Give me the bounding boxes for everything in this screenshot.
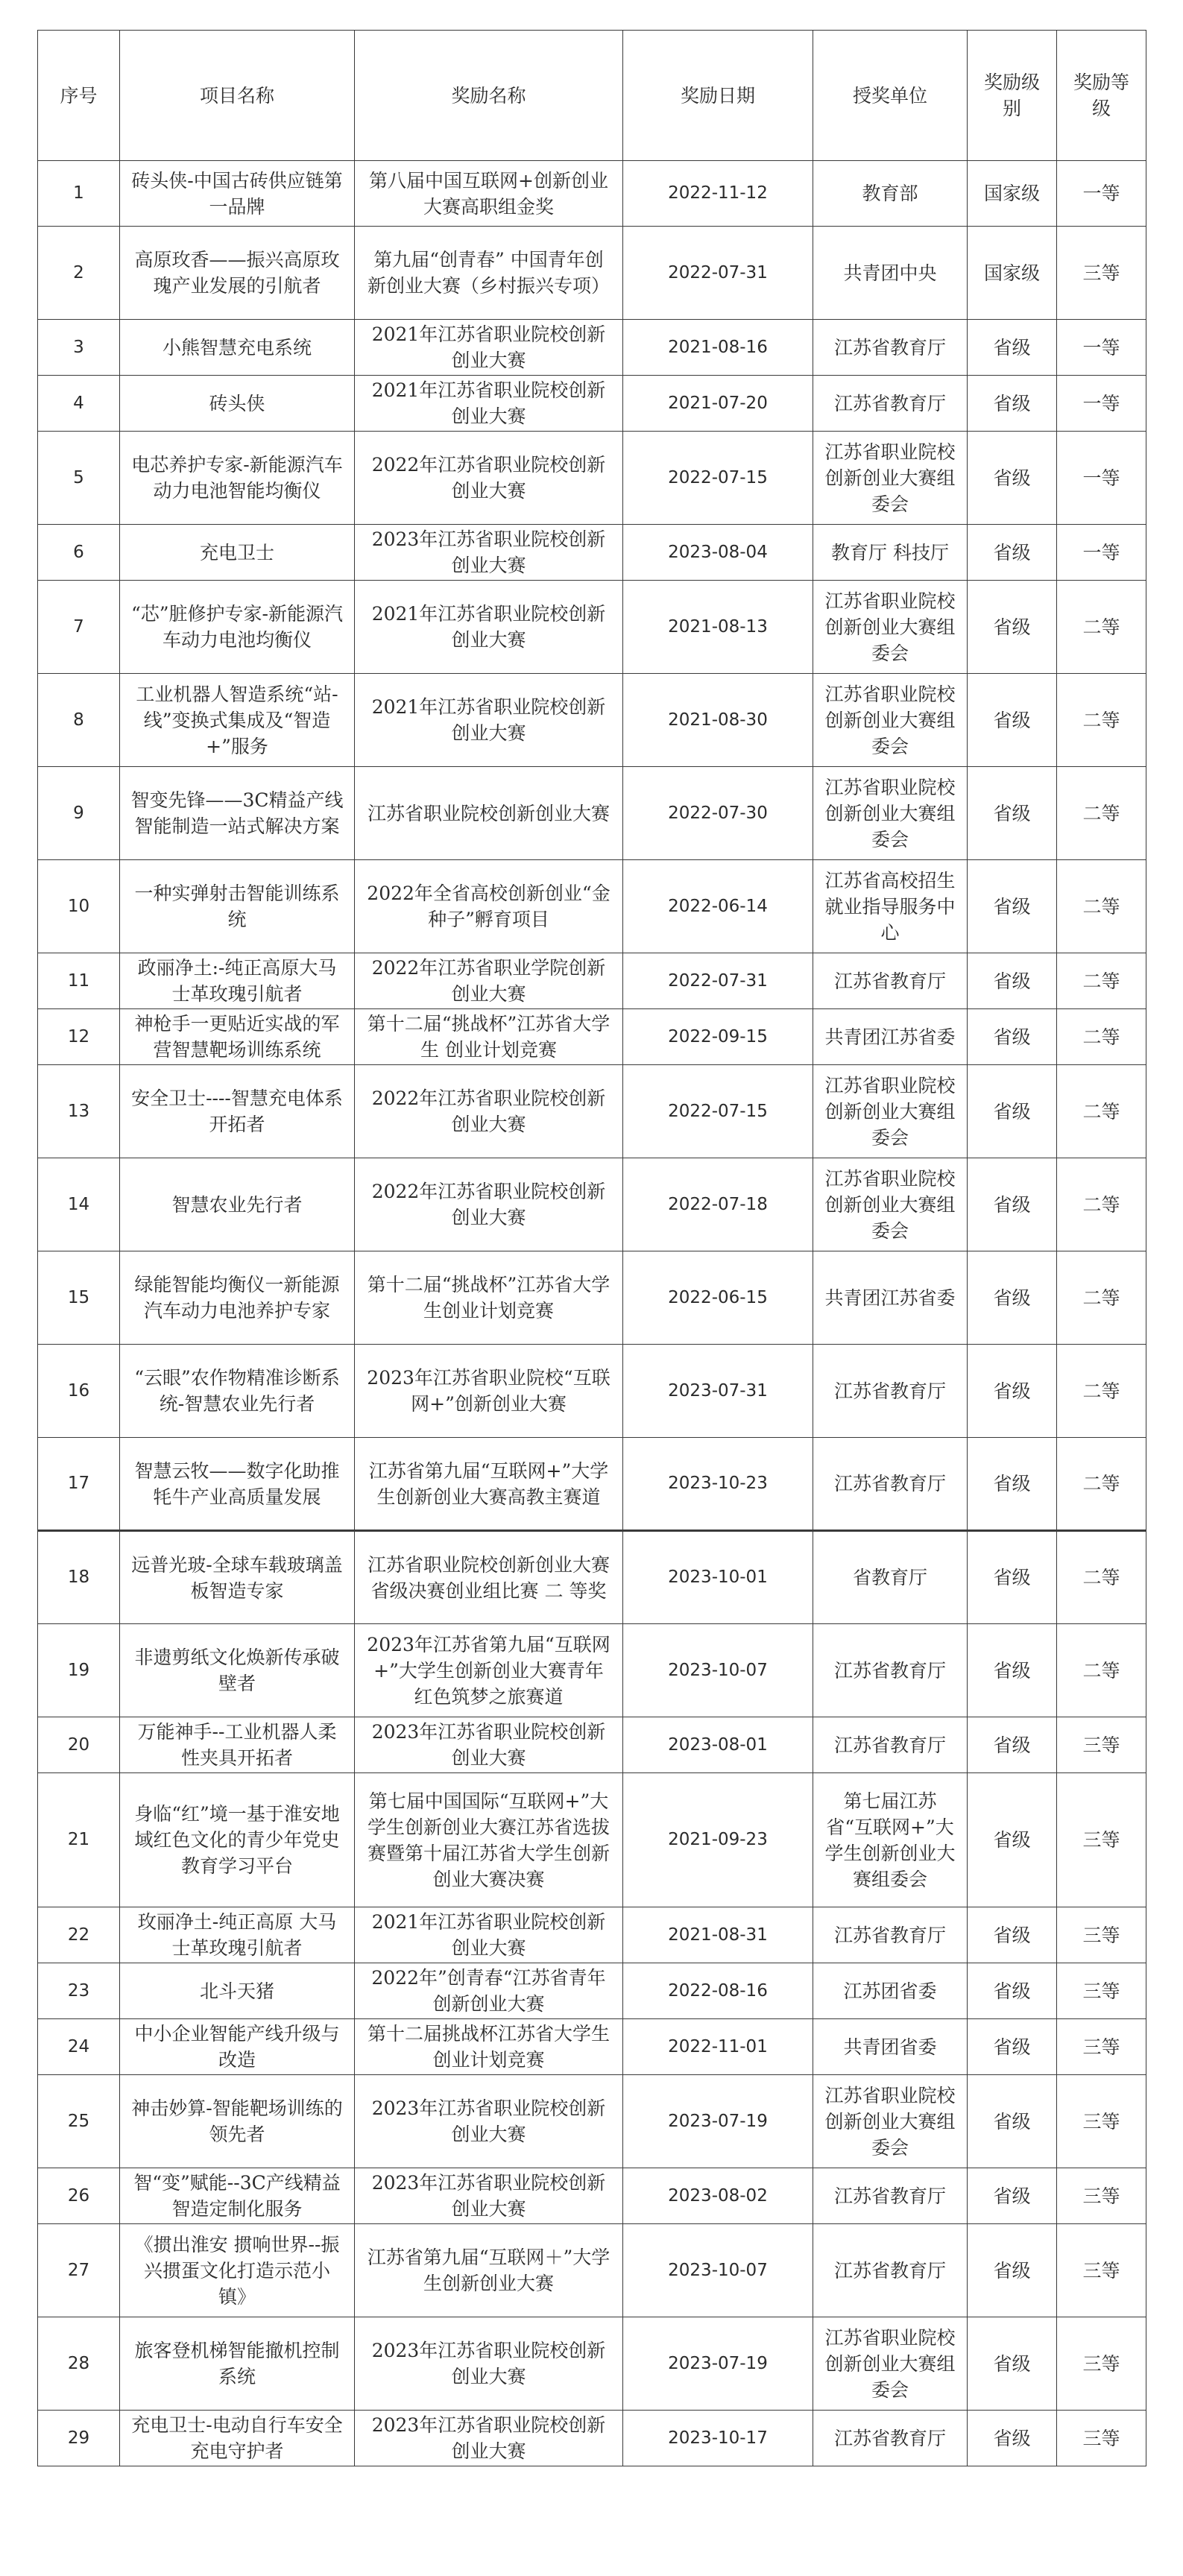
cell-index: 10	[38, 860, 120, 953]
cell-project-name: 中小企业智能产线升级与改造	[120, 2019, 355, 2075]
cell-awarding-unit: 教育部	[813, 161, 968, 227]
cell-award-name: 江苏省职业院校创新创业大赛	[355, 767, 623, 860]
cell-award-grade: 一等	[1057, 320, 1146, 376]
cell-project-name: 砖头侠	[120, 376, 355, 432]
cell-award-grade: 三等	[1057, 2168, 1146, 2224]
cell-award-name: 2023年江苏省职业院校创新创业大赛	[355, 2168, 623, 2224]
cell-award-date: 2023-08-04	[623, 525, 813, 581]
header-award-name: 奖励名称	[355, 31, 623, 161]
cell-project-name: 工业机器人智造系统“站-线”变换式集成及“智造+”服务	[120, 674, 355, 767]
table-row	[38, 376, 1146, 432]
cell-index: 15	[38, 1251, 120, 1345]
cell-award-date: 2022-07-15	[623, 1065, 813, 1158]
cell-awarding-unit: 江苏省教育厅	[813, 2411, 968, 2466]
cell-award-grade: 二等	[1057, 1009, 1146, 1065]
cell-awarding-unit: 江苏省职业院校创新创业大赛组委会	[813, 674, 968, 767]
cell-award-date: 2021-07-20	[623, 376, 813, 432]
cell-awarding-unit: 共青团江苏省委	[813, 1251, 968, 1345]
cell-award-level: 省级	[968, 432, 1057, 525]
cell-award-date: 2022-07-31	[623, 227, 813, 320]
cell-index: 4	[38, 376, 120, 432]
cell-awarding-unit: 江苏省教育厅	[813, 1907, 968, 1963]
cell-award-grade: 二等	[1057, 1624, 1146, 1717]
cell-award-date: 2023-08-01	[623, 1717, 813, 1773]
table-row	[38, 1717, 1146, 1773]
cell-award-name: 2021年江苏省职业院校创新创业大赛	[355, 1907, 623, 1963]
table-row	[38, 1438, 1146, 1531]
cell-award-level: 省级	[968, 1009, 1057, 1065]
table-row	[38, 2019, 1146, 2075]
cell-project-name: 一种实弹射击智能训练系统	[120, 860, 355, 953]
cell-awarding-unit: 共青团江苏省委	[813, 1009, 968, 1065]
awards-table	[37, 30, 1146, 2466]
table-row	[38, 860, 1146, 953]
cell-award-date: 2022-11-12	[623, 161, 813, 227]
table-row	[38, 2317, 1146, 2411]
cell-award-grade: 二等	[1057, 581, 1146, 674]
table-row	[38, 1251, 1146, 1345]
cell-award-name: 江苏省第九届“互联网+”大学生创新创业大赛高教主赛道	[355, 1438, 623, 1531]
cell-award-grade: 二等	[1057, 1345, 1146, 1438]
cell-index: 17	[38, 1438, 120, 1531]
cell-project-name: 智变先锋——3C精益产线智能制造一站式解决方案	[120, 767, 355, 860]
cell-project-name: 安全卫士----智慧充电体系开拓者	[120, 1065, 355, 1158]
cell-awarding-unit: 江苏省职业院校创新创业大赛组委会	[813, 581, 968, 674]
table-row	[38, 1531, 1146, 1624]
cell-project-name: 智“变”赋能--3C产线精益智造定制化服务	[120, 2168, 355, 2224]
table-row	[38, 581, 1146, 674]
cell-award-grade: 二等	[1057, 860, 1146, 953]
cell-awarding-unit: 江苏省教育厅	[813, 1345, 968, 1438]
cell-award-name: 江苏省第九届“互联网＋”大学生创新创业大赛	[355, 2224, 623, 2317]
cell-awarding-unit: 江苏省教育厅	[813, 953, 968, 1009]
cell-award-date: 2022-06-14	[623, 860, 813, 953]
cell-awarding-unit: 江苏省教育厅	[813, 1624, 968, 1717]
cell-index: 16	[38, 1345, 120, 1438]
cell-project-name: 《掼出淮安 掼响世界--振兴掼蛋文化打造示范小镇》	[120, 2224, 355, 2317]
table-row	[38, 525, 1146, 581]
cell-award-grade: 三等	[1057, 1907, 1146, 1963]
cell-awarding-unit: 教育厅 科技厅	[813, 525, 968, 581]
cell-award-level: 国家级	[968, 227, 1057, 320]
table-row	[38, 1158, 1146, 1251]
header-awarding-unit: 授奖单位	[813, 31, 968, 161]
cell-award-date: 2022-08-16	[623, 1963, 813, 2019]
cell-awarding-unit: 江苏省教育厅	[813, 376, 968, 432]
cell-index: 2	[38, 227, 120, 320]
cell-award-date: 2022-07-30	[623, 767, 813, 860]
cell-award-date: 2023-07-31	[623, 1345, 813, 1438]
cell-award-date: 2023-10-01	[623, 1531, 813, 1624]
cell-award-grade: 三等	[1057, 227, 1146, 320]
cell-award-name: 2022年全省高校创新创业“金种子”孵育项目	[355, 860, 623, 953]
cell-award-level: 省级	[968, 2168, 1057, 2224]
cell-project-name: 北斗天猪	[120, 1963, 355, 2019]
cell-award-level: 省级	[968, 1963, 1057, 2019]
cell-index: 27	[38, 2224, 120, 2317]
header-award-date: 奖励日期	[623, 31, 813, 161]
cell-award-date: 2021-08-31	[623, 1907, 813, 1963]
cell-award-level: 省级	[968, 1907, 1057, 1963]
cell-project-name: 电芯养护专家-新能源汽车动力电池智能均衡仪	[120, 432, 355, 525]
cell-award-name: 2023年江苏省职业院校创新创业大赛	[355, 1717, 623, 1773]
cell-award-grade: 二等	[1057, 767, 1146, 860]
cell-award-grade: 三等	[1057, 1717, 1146, 1773]
cell-awarding-unit: 江苏省教育厅	[813, 1717, 968, 1773]
cell-project-name: “芯”脏修护专家-新能源汽车动力电池均衡仪	[120, 581, 355, 674]
table-header-row	[38, 31, 1146, 161]
cell-awarding-unit: 江苏省高校招生就业指导服务中心	[813, 860, 968, 953]
cell-award-name: 第九届“创青春” 中国青年创新创业大赛（乡村振兴专项）	[355, 227, 623, 320]
cell-award-name: 江苏省职业院校创新创业大赛省级决赛创业组比赛 二 等奖	[355, 1531, 623, 1624]
cell-award-grade: 三等	[1057, 2411, 1146, 2466]
cell-awarding-unit: 江苏省职业院校创新创业大赛组委会	[813, 2075, 968, 2168]
cell-project-name: “云眼”农作物精准诊断系统-智慧农业先行者	[120, 1345, 355, 1438]
cell-award-name: 第七届中国国际“互联网+”大学生创新创业大赛江苏省选拔赛暨第十届江苏省大学生创新创业大赛决赛	[355, 1773, 623, 1907]
cell-award-grade: 二等	[1057, 674, 1146, 767]
cell-award-level: 省级	[968, 953, 1057, 1009]
cell-index: 9	[38, 767, 120, 860]
cell-award-grade: 二等	[1057, 953, 1146, 1009]
cell-project-name: 高原玫香——振兴高原玫瑰产业发展的引航者	[120, 227, 355, 320]
cell-project-name: 旅客登机梯智能撤机控制系统	[120, 2317, 355, 2411]
cell-award-grade: 三等	[1057, 1773, 1146, 1907]
table-row	[38, 1773, 1146, 1907]
table-row	[38, 227, 1146, 320]
cell-award-name: 2023年江苏省职业院校创新创业大赛	[355, 2317, 623, 2411]
cell-award-date: 2021-08-16	[623, 320, 813, 376]
cell-award-level: 省级	[968, 674, 1057, 767]
cell-award-level: 省级	[968, 2411, 1057, 2466]
table-row	[38, 1065, 1146, 1158]
cell-award-level: 省级	[968, 2317, 1057, 2411]
table-body	[38, 161, 1146, 2466]
cell-award-name: 2022年江苏省职业院校创新创业大赛	[355, 432, 623, 525]
cell-award-date: 2022-07-18	[623, 1158, 813, 1251]
cell-award-date: 2023-08-02	[623, 2168, 813, 2224]
cell-award-grade: 一等	[1057, 432, 1146, 525]
cell-award-level: 省级	[968, 1624, 1057, 1717]
cell-award-level: 省级	[968, 2224, 1057, 2317]
cell-award-level: 省级	[968, 767, 1057, 860]
cell-award-level: 省级	[968, 2075, 1057, 2168]
cell-index: 20	[38, 1717, 120, 1773]
cell-award-grade: 一等	[1057, 161, 1146, 227]
header-award-level: 奖励级别	[968, 31, 1057, 161]
cell-award-grade: 二等	[1057, 1438, 1146, 1531]
cell-award-name: 第十二届挑战杯江苏省大学生创业计划竞赛	[355, 2019, 623, 2075]
cell-award-grade: 三等	[1057, 2317, 1146, 2411]
cell-index: 21	[38, 1773, 120, 1907]
cell-award-name: 2022年江苏省职业院校创新创业大赛	[355, 1158, 623, 1251]
cell-award-level: 省级	[968, 1717, 1057, 1773]
cell-project-name: 神击妙算-智能靶场训练的领先者	[120, 2075, 355, 2168]
cell-awarding-unit: 共青团省委	[813, 2019, 968, 2075]
cell-award-level: 国家级	[968, 161, 1057, 227]
cell-project-name: 智慧农业先行者	[120, 1158, 355, 1251]
table-row	[38, 1963, 1146, 2019]
cell-award-date: 2022-07-31	[623, 953, 813, 1009]
awards-table-container	[37, 30, 1146, 2466]
table-row	[38, 432, 1146, 525]
cell-index: 13	[38, 1065, 120, 1158]
header-award-grade: 奖励等级	[1057, 31, 1146, 161]
cell-award-name: 2023年江苏省职业院校创新创业大赛	[355, 2411, 623, 2466]
table-row	[38, 1624, 1146, 1717]
cell-award-date: 2021-08-13	[623, 581, 813, 674]
cell-project-name: 小熊智慧充电系统	[120, 320, 355, 376]
cell-project-name: 智慧云牧——数字化助推牦牛产业高质量发展	[120, 1438, 355, 1531]
cell-award-grade: 二等	[1057, 1251, 1146, 1345]
cell-index: 3	[38, 320, 120, 376]
cell-award-grade: 三等	[1057, 1963, 1146, 2019]
cell-award-grade: 二等	[1057, 1531, 1146, 1624]
cell-project-name: 绿能智能均衡仪一新能源汽车动力电池养护专家	[120, 1251, 355, 1345]
cell-project-name: 政丽净土:-纯正高原大马士革玫瑰引航者	[120, 953, 355, 1009]
cell-award-date: 2022-07-15	[623, 432, 813, 525]
cell-awarding-unit: 江苏省职业院校创新创业大赛组委会	[813, 1065, 968, 1158]
table-row	[38, 2224, 1146, 2317]
cell-index: 29	[38, 2411, 120, 2466]
table-row	[38, 1907, 1146, 1963]
cell-award-name: 2021年江苏省职业院校创新创业大赛	[355, 581, 623, 674]
cell-index: 23	[38, 1963, 120, 2019]
header-project-name: 项目名称	[120, 31, 355, 161]
cell-award-grade: 三等	[1057, 2019, 1146, 2075]
table-row	[38, 2168, 1146, 2224]
cell-award-date: 2022-09-15	[623, 1009, 813, 1065]
cell-award-level: 省级	[968, 1251, 1057, 1345]
cell-award-level: 省级	[968, 860, 1057, 953]
table-row	[38, 320, 1146, 376]
cell-index: 12	[38, 1009, 120, 1065]
cell-index: 8	[38, 674, 120, 767]
cell-award-name: 2021年江苏省职业院校创新创业大赛	[355, 376, 623, 432]
cell-award-date: 2023-10-07	[623, 1624, 813, 1717]
cell-award-grade: 二等	[1057, 1158, 1146, 1251]
cell-award-level: 省级	[968, 1438, 1057, 1531]
table-row	[38, 767, 1146, 860]
table-row	[38, 953, 1146, 1009]
cell-award-date: 2023-07-19	[623, 2317, 813, 2411]
cell-award-name: 第十二届“挑战杯”江苏省大学生 创业计划竞赛	[355, 1009, 623, 1065]
cell-index: 7	[38, 581, 120, 674]
cell-awarding-unit: 江苏省职业院校创新创业大赛组委会	[813, 432, 968, 525]
cell-project-name: 远普光玻-全球车载玻璃盖板智造专家	[120, 1531, 355, 1624]
cell-award-name: 2023年江苏省职业院校创新创业大赛	[355, 2075, 623, 2168]
cell-awarding-unit: 江苏省教育厅	[813, 2224, 968, 2317]
cell-award-level: 省级	[968, 1773, 1057, 1907]
cell-award-name: 第八届中国互联网+创新创业大赛高职组金奖	[355, 161, 623, 227]
cell-award-date: 2021-09-23	[623, 1773, 813, 1907]
cell-award-name: 2022年”创青春“江苏省青年创新创业大赛	[355, 1963, 623, 2019]
cell-project-name: 砖头侠-中国古砖供应链第一品牌	[120, 161, 355, 227]
cell-index: 1	[38, 161, 120, 227]
cell-award-date: 2023-10-23	[623, 1438, 813, 1531]
table-row	[38, 674, 1146, 767]
cell-awarding-unit: 共青团中央	[813, 227, 968, 320]
cell-awarding-unit: 江苏省教育厅	[813, 320, 968, 376]
cell-index: 28	[38, 2317, 120, 2411]
cell-award-level: 省级	[968, 525, 1057, 581]
cell-award-grade: 二等	[1057, 1065, 1146, 1158]
cell-awarding-unit: 江苏省教育厅	[813, 2168, 968, 2224]
table-row	[38, 161, 1146, 227]
cell-index: 6	[38, 525, 120, 581]
cell-index: 18	[38, 1531, 120, 1624]
cell-awarding-unit: 省教育厅	[813, 1531, 968, 1624]
cell-award-level: 省级	[968, 581, 1057, 674]
cell-award-date: 2023-10-17	[623, 2411, 813, 2466]
cell-project-name: 身临“红”境一基于淮安地域红色文化的青少年党史教育学习平台	[120, 1773, 355, 1907]
cell-award-name: 2021年江苏省职业院校创新创业大赛	[355, 674, 623, 767]
cell-awarding-unit: 第七届江苏省“互联网+”大学生创新创业大赛组委会	[813, 1773, 968, 1907]
cell-award-date: 2022-11-01	[623, 2019, 813, 2075]
cell-award-level: 省级	[968, 1531, 1057, 1624]
table-row	[38, 2075, 1146, 2168]
cell-award-level: 省级	[968, 1158, 1057, 1251]
cell-award-grade: 一等	[1057, 525, 1146, 581]
cell-award-name: 2023年江苏省职业院校创新创业大赛	[355, 525, 623, 581]
cell-awarding-unit: 江苏省教育厅	[813, 1438, 968, 1531]
cell-index: 25	[38, 2075, 120, 2168]
cell-award-name: 2023年江苏省职业院校“互联网+”创新创业大赛	[355, 1345, 623, 1438]
cell-award-grade: 三等	[1057, 2224, 1146, 2317]
cell-index: 5	[38, 432, 120, 525]
table-row	[38, 2411, 1146, 2466]
cell-project-name: 万能神手--工业机器人柔性夹具开拓者	[120, 1717, 355, 1773]
cell-index: 11	[38, 953, 120, 1009]
cell-index: 14	[38, 1158, 120, 1251]
cell-award-date: 2023-07-19	[623, 2075, 813, 2168]
cell-project-name: 玫丽净土-纯正高原 大马士革玫瑰引航者	[120, 1907, 355, 1963]
cell-index: 24	[38, 2019, 120, 2075]
cell-award-grade: 三等	[1057, 2075, 1146, 2168]
cell-awarding-unit: 江苏省职业院校创新创业大赛组委会	[813, 1158, 968, 1251]
cell-award-date: 2022-06-15	[623, 1251, 813, 1345]
cell-award-grade: 一等	[1057, 376, 1146, 432]
cell-award-level: 省级	[968, 320, 1057, 376]
cell-award-name: 2022年江苏省职业院校创新创业大赛	[355, 1065, 623, 1158]
cell-award-level: 省级	[968, 1345, 1057, 1438]
cell-award-name: 2022年江苏省职业学院创新创业大赛	[355, 953, 623, 1009]
cell-award-date: 2023-10-07	[623, 2224, 813, 2317]
cell-award-name: 2023年江苏省第九届“互联网+”大学生创新创业大赛青年红色筑梦之旅赛道	[355, 1624, 623, 1717]
cell-project-name: 神枪手一更贴近实战的军营智慧靶场训练系统	[120, 1009, 355, 1065]
table-row	[38, 1009, 1146, 1065]
cell-awarding-unit: 江苏省职业院校创新创业大赛组委会	[813, 2317, 968, 2411]
cell-award-date: 2021-08-30	[623, 674, 813, 767]
header-index: 序号	[38, 31, 120, 161]
cell-award-name: 2021年江苏省职业院校创新创业大赛	[355, 320, 623, 376]
cell-awarding-unit: 江苏团省委	[813, 1963, 968, 2019]
cell-awarding-unit: 江苏省职业院校创新创业大赛组委会	[813, 767, 968, 860]
cell-award-level: 省级	[968, 376, 1057, 432]
cell-project-name: 非遗剪纸文化焕新传承破壁者	[120, 1624, 355, 1717]
cell-project-name: 充电卫士-电动自行车安全充电守护者	[120, 2411, 355, 2466]
cell-award-level: 省级	[968, 1065, 1057, 1158]
cell-index: 22	[38, 1907, 120, 1963]
cell-project-name: 充电卫士	[120, 525, 355, 581]
table-row	[38, 1345, 1146, 1438]
cell-award-level: 省级	[968, 2019, 1057, 2075]
cell-index: 26	[38, 2168, 120, 2224]
cell-index: 19	[38, 1624, 120, 1717]
cell-award-name: 第十二届“挑战杯”江苏省大学生创业计划竞赛	[355, 1251, 623, 1345]
